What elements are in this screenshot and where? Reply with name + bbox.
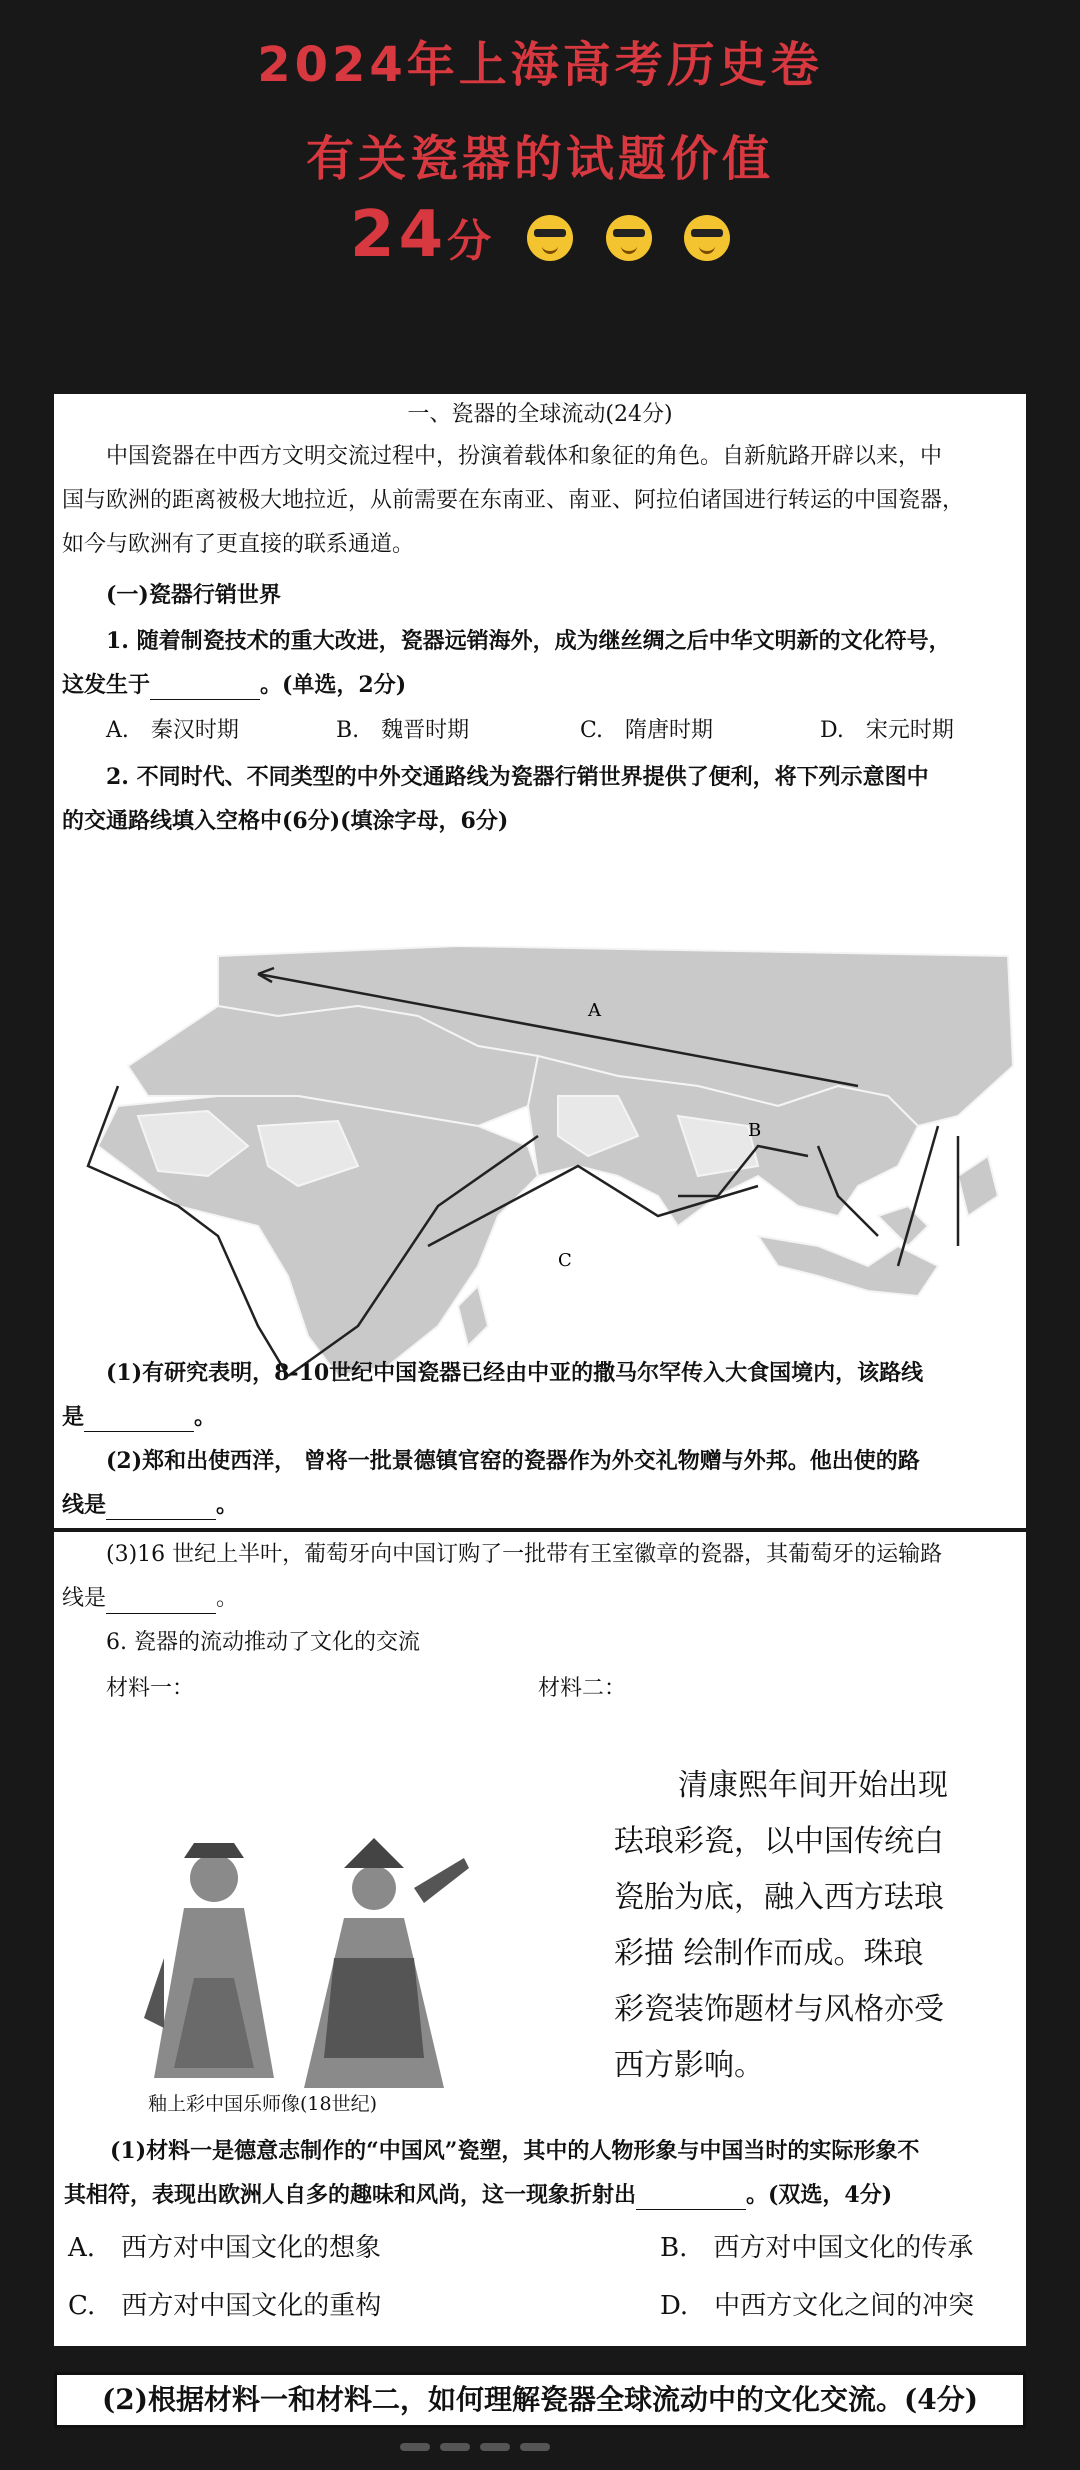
porcelain-figurines-image: [124, 1828, 504, 2128]
headline-title: 2024年上海高考历史卷: [257, 37, 823, 93]
map-label-c: C: [558, 1250, 572, 1271]
material-2-text: [614, 1758, 948, 2094]
page-indicator: [400, 2436, 660, 2452]
material-2-line: 清康熙年间开始出现: [678, 1768, 948, 1803]
question-2-line-2: 的交通路线填入空格中(6分)(填涂字母，6分): [62, 808, 509, 834]
headline-score: [0, 198, 1080, 272]
sunglasses-face-icon: [527, 215, 573, 261]
question-6-title: 6. 瓷器的流动推动了文化的交流: [106, 1630, 420, 1655]
question-6-part-2: (2)根据材料一和材料二，如何理解瓷器全球流动中的文化交流。(4分): [54, 2372, 1026, 2428]
answer-blank[interactable]: [84, 1409, 194, 1432]
q2-sub1-line-2: [62, 1402, 216, 1432]
q1-option-b[interactable]: B. 魏晋时期: [336, 718, 470, 743]
question-2-line-1: 2. 不同时代、不同类型的中外交通路线为瓷器行销世界提供了便利，将下列示意图中: [106, 764, 929, 790]
q6-sub1-suffix: 。(双选，4分): [746, 2182, 893, 2208]
q2-sub3-prefix: 线是: [62, 1586, 107, 1611]
sunglasses-face-icon: [606, 215, 652, 261]
q6-option-d[interactable]: D. 中西方文化之间的冲突: [660, 2291, 975, 2321]
q6-sub1-line-2: [64, 2180, 892, 2210]
intro-line-2: 国与欧洲的距离被极大地拉近，从前需要在东南亚、南亚、阿拉伯诸国进行转运的中国瓷器，: [62, 488, 965, 513]
material-1-label: 材料一：: [106, 1676, 195, 1701]
material-2-line: 珐琅彩瓷，以中国传统白: [614, 1824, 944, 1859]
q6-sub1-prefix: 其相符，表现出欧洲人自多的趣味和风尚，这一现象折射出: [64, 2182, 637, 2208]
q1-option-c[interactable]: C. 隋唐时期: [580, 718, 714, 743]
q6-option-a[interactable]: A. 西方对中国文化的想象: [68, 2233, 382, 2263]
q6-sub1-line-1: (1)材料一是德意志制作的“中国风”瓷塑，其中的人物形象与中国当时的实际形象不: [110, 2138, 920, 2164]
q1-suffix: 。(单选，2分): [260, 672, 407, 698]
answer-blank[interactable]: [106, 1497, 216, 1520]
q1-prefix: 这发生于: [62, 672, 151, 698]
q6-option-b[interactable]: B. 西方对中国文化的传承: [660, 2233, 974, 2263]
subsection-title: (一)瓷器行销世界: [106, 582, 281, 608]
q2-sub2-suffix: 。: [216, 1492, 239, 1518]
map-label-b: B: [748, 1120, 762, 1141]
score-number: 24: [350, 198, 448, 272]
section-title: 一、瓷器的全球流动(24分): [407, 402, 673, 427]
figure-caption: 釉上彩中国乐师像(18世纪): [148, 2093, 378, 2115]
q2-sub2-line-1: (2)郑和出使西洋， 曾将一批景德镇官窑的瓷器作为外交礼物赠与外邦。他出使的路: [106, 1448, 920, 1474]
exam-page-2: [54, 1532, 1026, 2346]
score-unit: 分: [447, 216, 496, 267]
question-1-line-2: [62, 670, 406, 700]
q2-sub3-line-1: (3)16 世纪上半叶，葡萄牙向中国订购了一批带有王室徽章的瓷器，其葡萄牙的运输路: [106, 1542, 943, 1567]
q2-sub1-line-1: (1)有研究表明，8-10世纪中国瓷器已经由中亚的撒马尔罕传入大食国境内，该路线: [106, 1360, 924, 1386]
q2-sub3-line-2: [62, 1584, 238, 1614]
answer-blank[interactable]: [106, 1591, 216, 1614]
map-label-a: A: [588, 1000, 601, 1021]
q1-option-a[interactable]: A. 秦汉时期: [106, 718, 239, 743]
question-1-line-1: 1. 随着制瓷技术的重大改进，瓷器远销海外，成为继丝绸之后中华文明新的文化符号，: [106, 628, 951, 654]
answer-blank[interactable]: [150, 677, 260, 700]
world-map-icon: [58, 946, 1018, 1416]
q2-sub1-prefix: 是: [62, 1404, 85, 1430]
q2-sub1-suffix: 。: [194, 1404, 217, 1430]
intro-line-1: 中国瓷器在中西方文明交流过程中，扮演着载体和象征的角色。自新航路开辟以来，中: [106, 444, 943, 469]
q1-option-d[interactable]: D. 宋元时期: [820, 718, 954, 743]
material-2-line: 彩瓷装饰题材与风格亦受: [614, 1992, 944, 2027]
material-2-line: 瓷胎为底，融入西方珐琅: [614, 1880, 944, 1915]
answer-blank[interactable]: [636, 2187, 746, 2210]
intro-line-3: 如今与欧洲有了更直接的联系通道。: [62, 532, 415, 557]
q6-option-c[interactable]: C. 西方对中国文化的重构: [68, 2291, 382, 2321]
q2-sub2-line-2: [62, 1490, 238, 1520]
q2-sub3-suffix: 。: [216, 1586, 239, 1611]
headline-subtitle: 有关瓷器的试题价值: [305, 131, 774, 187]
sunglasses-face-icon: [684, 215, 730, 261]
material-2-line: 彩描 绘制作而成。珠琅: [614, 1936, 924, 1971]
material-2-line: 西方影响。: [614, 2048, 764, 2083]
material-2-label: 材料二：: [538, 1676, 627, 1701]
q2-sub2-prefix: 线是: [62, 1492, 107, 1518]
exam-page-1: [54, 394, 1026, 1528]
